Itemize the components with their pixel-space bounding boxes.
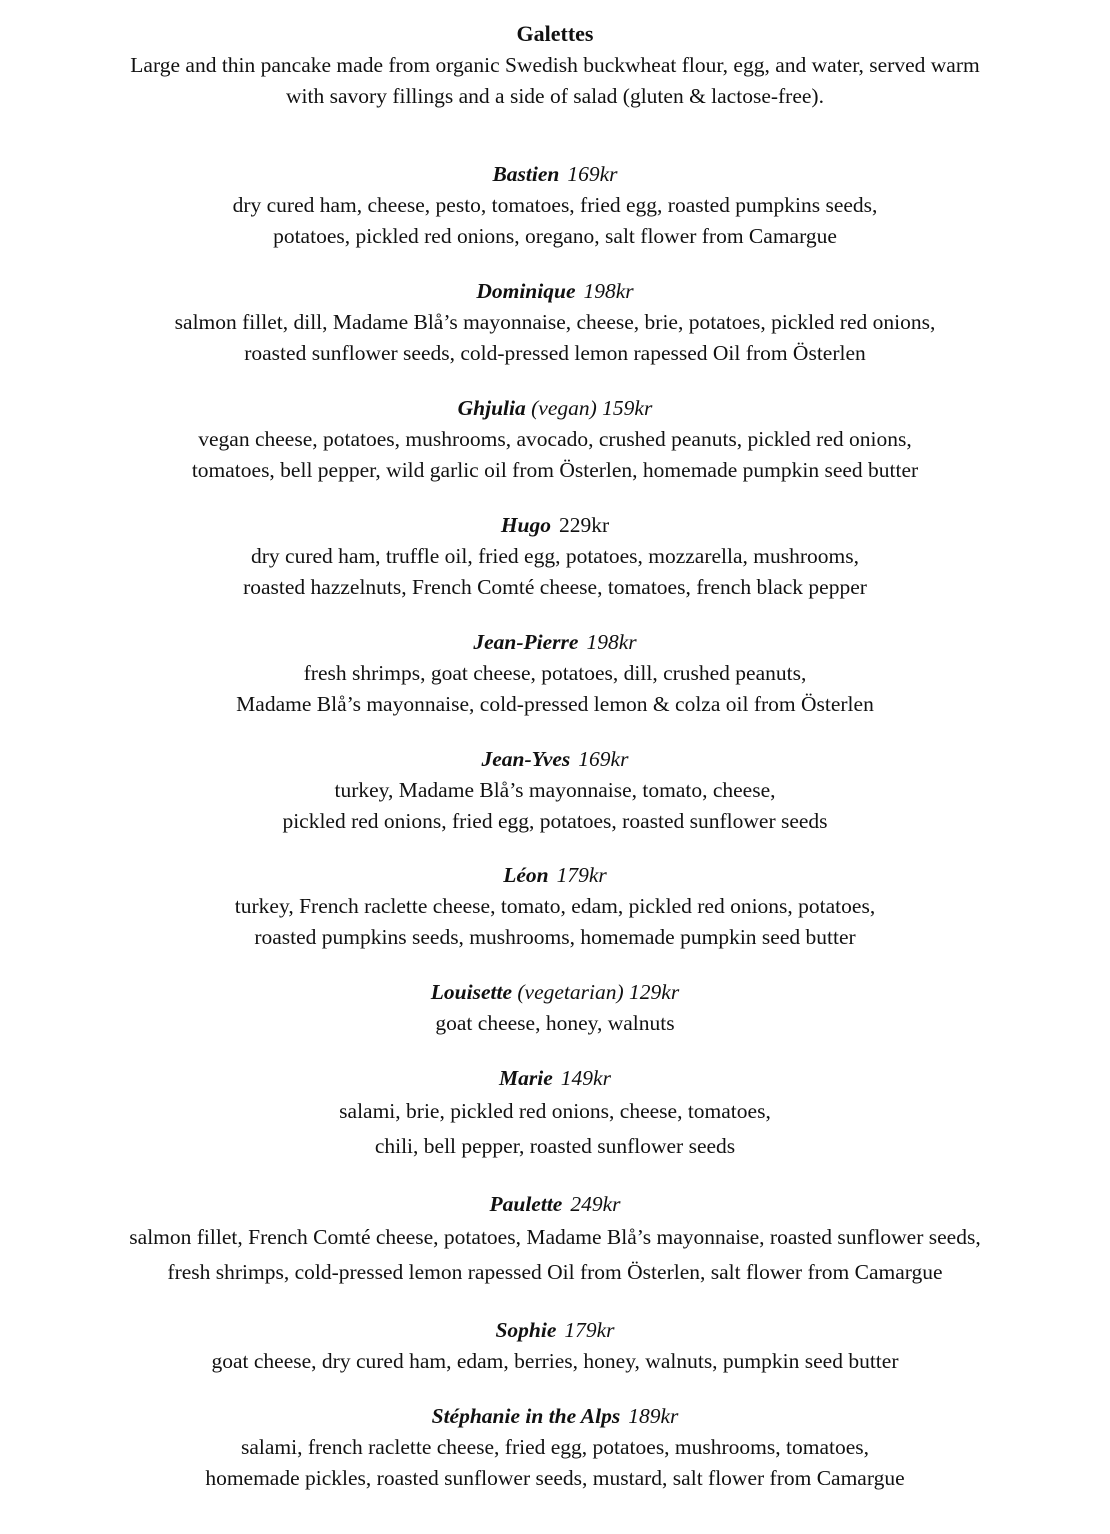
- menu-item-header: [0, 510, 1110, 541]
- menu-item-price: 179kr: [564, 1318, 615, 1342]
- menu-item-price: 179kr: [556, 863, 607, 887]
- menu-item-price: 229kr: [559, 513, 610, 537]
- menu-item-dietary-note: (vegan): [531, 396, 597, 420]
- menu-item-description: pickled red onions, fried egg, potatoes, roasted sunflower seeds: [282, 809, 828, 833]
- menu-item-description: salmon fillet, French Comté cheese, potatoes, Madame Blå’s mayonnaise, roasted sunflower seeds,: [129, 1225, 981, 1249]
- menu-item-marie: [0, 1063, 1110, 1164]
- menu-item-price: 198kr: [586, 630, 637, 654]
- menu-item-header: [0, 276, 1110, 307]
- menu-item-description: salmon fillet, dill, Madame Blå’s mayonnaise, cheese, brie, potatoes, pickled red onions,: [174, 310, 936, 334]
- menu-item-ghjulia: [0, 393, 1110, 486]
- intro-line: Large and thin pancake made from organic Swedish buckwheat flour, egg, and water, served warm: [130, 53, 980, 77]
- section-intro: [0, 50, 1110, 112]
- menu-item-description: homemade pickles, roasted sunflower seeds, mustard, salt flower from Camargue: [205, 1466, 905, 1490]
- menu-item-description: salami, french raclette cheese, fried egg, potatoes, mushrooms, tomatoes,: [240, 1435, 870, 1459]
- menu-item-description: roasted hazzelnuts, French Comté cheese, tomatoes, french black pepper: [243, 575, 867, 599]
- menu-item-price: 169kr: [578, 747, 629, 771]
- menu-item-name: Jean-Pierre: [473, 630, 579, 654]
- menu-item-stephanie-in-the-alps: [0, 1401, 1110, 1494]
- menu-item-description: vegan cheese, potatoes, mushrooms, avocado, crushed peanuts, pickled red onions,: [198, 427, 912, 451]
- menu-item-description: dry cured ham, cheese, pesto, tomatoes, fried egg, roasted pumpkins seeds,: [232, 193, 878, 217]
- menu-item-description: goat cheese, dry cured ham, edam, berries, honey, walnuts, pumpkin seed butter: [211, 1349, 899, 1373]
- menu-item-description: turkey, French raclette cheese, tomato, edam, pickled red onions, potatoes,: [234, 894, 876, 918]
- menu-item-header: [0, 1401, 1110, 1432]
- menu-item-name: Louisette: [430, 980, 513, 1004]
- menu-item-name: Jean-Yves: [481, 747, 571, 771]
- menu-item-header: [0, 627, 1110, 658]
- menu-item-name: Paulette: [489, 1192, 563, 1216]
- menu-item-sophie: [0, 1315, 1110, 1377]
- menu-item-description: tomatoes, bell pepper, wild garlic oil from Österlen, homemade pumpkin seed butter: [191, 458, 919, 482]
- menu-item-hugo: [0, 510, 1110, 603]
- menu-item-header: [0, 977, 1110, 1008]
- menu-item-name: Bastien: [492, 162, 560, 186]
- menu-item-description: goat cheese, honey, walnuts: [435, 1011, 675, 1035]
- menu-item-jean-yves: [0, 744, 1110, 837]
- menu-item-paulette: [0, 1189, 1110, 1290]
- menu-item-name: Ghjulia: [457, 396, 526, 420]
- menu-item-leon: [0, 860, 1110, 953]
- menu-item-dominique: [0, 276, 1110, 369]
- menu-item-price: 169kr: [567, 162, 618, 186]
- menu-item-name: Marie: [499, 1066, 553, 1090]
- menu-item-jean-pierre: [0, 627, 1110, 720]
- menu-item-header: [0, 393, 1110, 424]
- menu-item-description: salami, brie, pickled red onions, cheese, tomatoes,: [339, 1099, 771, 1123]
- menu-item-name: Sophie: [495, 1318, 557, 1342]
- menu-item-header: [0, 159, 1110, 190]
- menu-item-description: roasted pumpkins seeds, mushrooms, homemade pumpkin seed butter: [254, 925, 856, 949]
- menu-item-price: 249kr: [570, 1192, 621, 1216]
- menu-item-dietary-note: (vegetarian): [517, 980, 624, 1004]
- menu-item-description: potatoes, pickled red onions, oregano, salt flower from Camargue: [273, 224, 837, 248]
- menu-item-price: 189kr: [628, 1404, 679, 1428]
- menu-item-header: [0, 860, 1110, 891]
- menu-item-name: Stéphanie in the Alps: [431, 1404, 621, 1428]
- menu-item-header: [0, 1315, 1110, 1346]
- menu-item-description: dry cured ham, truffle oil, fried egg, potatoes, mozzarella, mushrooms,: [251, 544, 859, 568]
- menu-item-price: 129kr: [629, 980, 680, 1004]
- menu-item-name: Hugo: [500, 513, 551, 537]
- menu-item-bastien: [0, 159, 1110, 252]
- menu-item-description: turkey, Madame Blå’s mayonnaise, tomato, cheese,: [334, 778, 776, 802]
- menu-item-description: fresh shrimps, goat cheese, potatoes, dill, crushed peanuts,: [303, 661, 807, 685]
- section-title: Galettes: [516, 21, 594, 46]
- menu-item-description: chili, bell pepper, roasted sunflower seeds: [374, 1134, 736, 1158]
- menu-item-name: Dominique: [476, 279, 576, 303]
- menu-item-header: [0, 1189, 1110, 1220]
- menu-item-header: [0, 1063, 1110, 1094]
- intro-line: with savory fillings and a side of salad (gluten & lactose-free).: [286, 84, 824, 108]
- menu-item-description: fresh shrimps, cold-pressed lemon rapessed Oil from Österlen, salt flower from Camargue: [167, 1260, 943, 1284]
- menu-item-price: 149kr: [560, 1066, 611, 1090]
- menu-item-price: 198kr: [583, 279, 634, 303]
- menu-item-description: roasted sunflower seeds, cold-pressed lemon rapessed Oil from Österlen: [244, 341, 866, 365]
- menu-item-description: Madame Blå’s mayonnaise, cold-pressed lemon & colza oil from Österlen: [236, 692, 874, 716]
- menu-item-price: 159kr: [602, 396, 653, 420]
- menu-item-louisette: [0, 977, 1110, 1039]
- menu-item-name: Léon: [503, 863, 549, 887]
- menu-item-header: [0, 744, 1110, 775]
